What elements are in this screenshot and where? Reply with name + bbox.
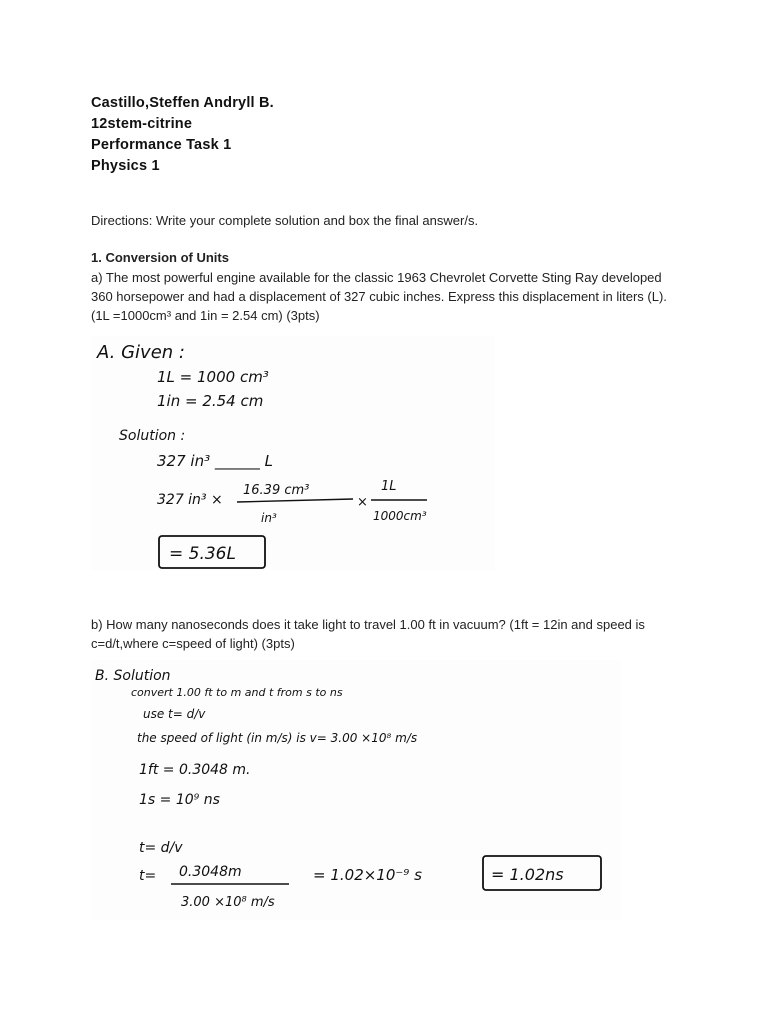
question-b: b) How many nanoseconds does it take light to travel 1.00 ft in vacuum? (1ft = 12in and speed is c=d/t,where c=speed of light) (3pts) (91, 617, 645, 651)
hw-a-step2-num2: 1L (381, 479, 397, 494)
hw-b-line4: 1ft = 0.3048 m. (139, 762, 251, 778)
student-name: Castillo,Steffen Andryll B. (91, 95, 274, 111)
hw-a-step2-den: in³ (261, 511, 277, 525)
hw-a-given1: 1L = 1000 cm³ (157, 368, 269, 386)
handwritten-solution-a (91, 336, 495, 570)
hw-a-step2-mult: × (357, 495, 368, 510)
hw-b-line2: use t= d/v (143, 707, 206, 721)
hw-a-step2-den2: 1000cm³ (373, 509, 427, 523)
hw-b-line7-num: 0.3048m (179, 864, 242, 880)
hw-b-answer: = 1.02ns (491, 865, 564, 884)
hw-a-answer: = 5.36L (169, 544, 236, 564)
hw-a-step2-a: 327 in³ × (157, 492, 223, 508)
hw-a-solution-label: Solution : (119, 428, 186, 444)
hw-a-step1: 327 in³ ______ L (157, 452, 273, 470)
directions-text: Directions: Write your complete solution and box the final answer/s. (91, 213, 479, 228)
hw-b-line5: 1s = 10⁹ ns (139, 792, 220, 808)
section-title: 1. Conversion of Units (91, 250, 229, 265)
hw-a-fraction-line-1 (237, 499, 353, 502)
hw-b-label: B. Solution (95, 668, 171, 684)
subject-title: Physics 1 (91, 158, 160, 174)
student-header (91, 93, 274, 177)
hw-b-line7-a: t= (139, 868, 157, 884)
hw-b-line1: convert 1.00 ft to m and t from s to ns (131, 686, 343, 699)
question-a: a) The most powerful engine available for the classic 1963 Chevrolet Corvette Sting Ray developed 360 horsepower and had a displacement of 327 cubic inches. Express this displacement in liters (L). (1L =1000cm³ and 1in = 2.54 cm) (3pts) (91, 270, 667, 323)
hw-b-line7-den: 3.00 ×10⁸ m/s (181, 895, 275, 910)
hw-b-line7-eq: = 1.02×10⁻⁹ s (313, 866, 422, 884)
hw-a-given2: 1in = 2.54 cm (157, 392, 264, 410)
handwritten-solution-b (91, 660, 621, 920)
hw-b-line3: the speed of light (in m/s) is v= 3.00 ×10⁸ m/s (137, 731, 418, 745)
student-section: 12stem-citrine (91, 116, 193, 132)
hw-b-line6: t= d/v (139, 840, 183, 856)
hw-a-label: A. Given : (97, 342, 185, 363)
hw-a-step2-num: 16.39 cm³ (243, 483, 310, 498)
task-title: Performance Task 1 (91, 137, 232, 153)
